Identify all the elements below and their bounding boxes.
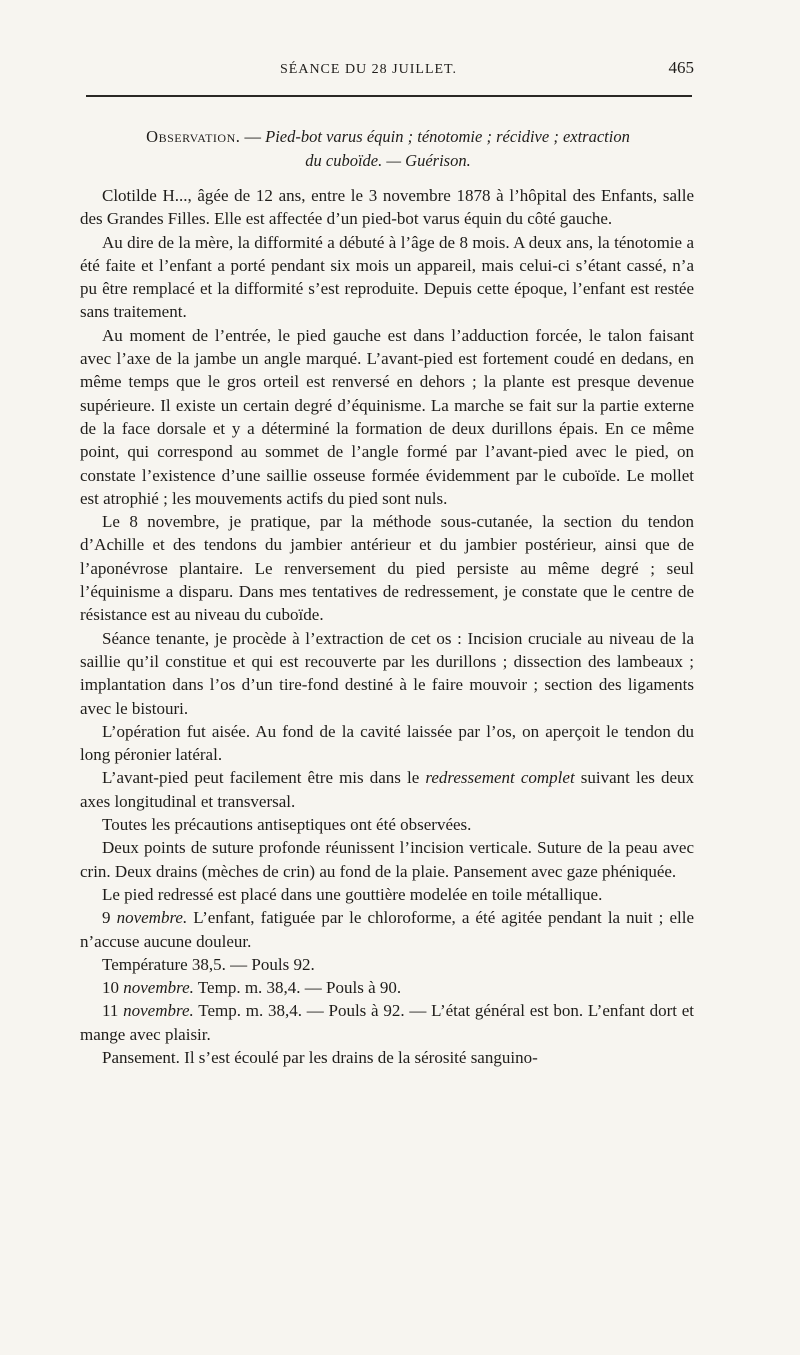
date-emphasis: novembre. xyxy=(123,1001,194,1021)
date-emphasis: novembre. xyxy=(123,978,194,998)
paragraph: Toutes les précautions antiseptiques ont été observées. xyxy=(102,815,472,835)
observation-subject-line1: Pied-bot varus équin ; ténotomie ; récidive ; extraction xyxy=(265,127,630,146)
paragraph: Température 38,5. — Pouls 92. xyxy=(102,954,315,974)
paragraph xyxy=(80,766,694,813)
paragraph: Deux points de suture profonde réunissent l’incision verticale. Suture de la peau avec crin. Deux drains (mèches de crin) au fond de la plaie. Pansement avec gaze phéniquée. xyxy=(80,838,694,881)
text-run: 10 xyxy=(102,978,124,998)
observation-heading xyxy=(78,125,698,173)
header-title: SÉANCE DU 28 JUILLET. xyxy=(280,62,458,77)
text-run: L’enfant, fatiguée par le chloroforme, a été agitée pendant la nuit ; elle n’accuse aucune douleur. xyxy=(80,908,695,951)
paragraph xyxy=(80,906,694,953)
observation-label: Observation. xyxy=(146,127,241,146)
text-run: 9 xyxy=(102,908,117,928)
date-emphasis: novembre. xyxy=(116,908,188,928)
paragraph: Au dire de la mère, la difformité a débuté à l’âge de 8 mois. A deux ans, la ténotomie a été faite et l’enfant a porté pendant six mois un appareil, mais celui-ci s’étant cassé, n’a pu être remplacé et la difformité s’est reproduite. Depuis cette époque, l’enfant est restée sans traitement. xyxy=(80,232,694,322)
paragraph: Le 8 novembre, je pratique, par la méthode sous-cutanée, la section du tendon d’Achille et des tendons du jambier antérieur et du jambier postérieur, ainsi que de l’aponévrose plantaire. Le renversement du pied persiste au même degré ; seul l’équinisme a disparu. Dans mes tentatives de redressement, je constate que le centre de résistance est au niveau du cuboïde. xyxy=(80,512,694,625)
paragraph: Clotilde H..., âgée de 12 ans, entre le 3 novembre 1878 à l’hôpital des Enfants, salle des Grandes Filles. Elle est affectée d’un pied-bot varus équin du côté gauche. xyxy=(80,186,694,229)
paragraph: Au moment de l’entrée, le pied gauche est dans l’adduction forcée, le talon faisant avec l’axe de la jambe un angle marqué. L’avant-pied est fortement coudé en dedans, en même temps que le gros orteil est renversé en dehors ; la plante est presque devenue supérieure. Il existe un certain degré d’équinisme. La marche se fait sur la partie externe de la face dorsale et y a déterminé la formation de deux durillons épais. En ce même point, qui correspond au sommet de l’angle formé par l’avant-pied avec le pied, on constate l’existence d’une saillie osseuse formée évidemment par le cuboïde. Le mollet est atrophié ; les mouvements actifs du pied sont nuls. xyxy=(80,325,694,508)
paragraph: Séance tenante, je procède à l’extraction de cet os : Incision cruciale au niveau de la saillie qu’il constitue et qui est recouverte par les durillons ; dissection des lambeaux ; implantation dans l’os d’un tire-fond destiné à le faire mouvoir ; section des ligaments avec le bistouri. xyxy=(80,628,694,718)
text-run: Temp. m. 38,4. — Pouls à 90. xyxy=(193,978,402,998)
text-run: suivant les deux axes longitudinal et transversal. xyxy=(80,768,694,811)
page-number: 465 xyxy=(668,58,694,77)
paragraph: L’opération fut aisée. Au fond de la cavité laissée par l’os, on aperçoit le tendon du long péronier latéral. xyxy=(80,721,694,765)
text-run: L’avant-pied peut facilement être mis dans le xyxy=(102,768,426,788)
paragraph: Pansement. Il s’est écoulé par les drains de la sérosité sanguino- xyxy=(102,1047,538,1067)
observation-dash: — xyxy=(240,127,266,146)
paragraph xyxy=(80,999,694,1046)
paragraph xyxy=(80,976,694,999)
text-run: 11 xyxy=(102,1001,124,1021)
body-text xyxy=(80,184,694,1069)
header-rule xyxy=(86,95,692,97)
observation-subject-line2: du cuboïde. — Guérison. xyxy=(305,151,471,170)
paragraph: Le pied redressé est placé dans une gouttière modelée en toile métallique. xyxy=(102,884,603,904)
running-header xyxy=(80,58,694,86)
emphasis: redressement complet xyxy=(425,768,575,788)
text-run: Temp. m. 38,4. — Pouls à 92. — L’état général est bon. L’enfant dort et mange avec plaisir. xyxy=(80,1001,694,1044)
